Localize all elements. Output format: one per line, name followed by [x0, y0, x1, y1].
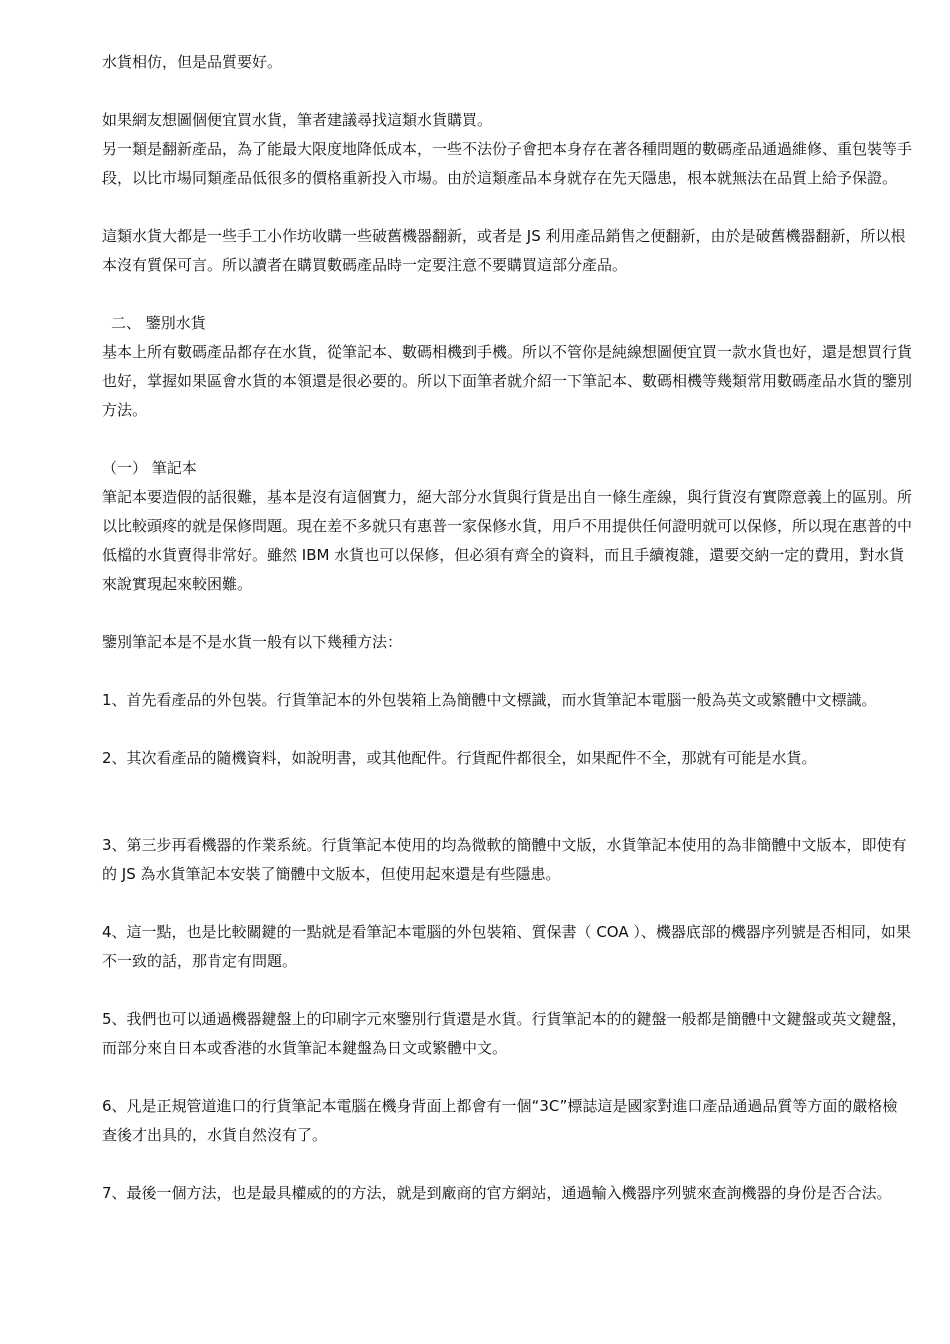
section-heading-identify: 二、 鑒別水貨 — [111, 314, 206, 332]
spacer — [102, 280, 912, 309]
paragraph-notebook: 筆記本要造假的話很難，基本是沒有這個實力，絕大部分水貨與行貨是出自一條生產線，與行貨沒有實際意義上的區別。所以比較頭疼的就是保修問題。現在差不多就只有惠普一家保修水貨，用戶不用提供任何證明就可以保修，所以現在惠普的中低檔的水貨賣得非常好。雖然 IBM 水貨也可以保修，但必須有齊全的資料，而且手續複雜，還要交納一定的費用，對水貨來說實現起來較困難。 — [102, 488, 913, 593]
list-item-method-7: 7、最後一個方法，也是最具權威的的方法，就是到廠商的官方網站，通過輸入機器序列號來查詢機器的身份是否合法。 — [102, 1184, 892, 1202]
document-body — [102, 48, 912, 1208]
subsection-heading-notebook: （一） 筆記本 — [102, 459, 197, 477]
spacer — [102, 773, 912, 831]
spacer — [102, 425, 912, 454]
paragraph-refurbished: 另一類是翻新產品，為了能最大限度地降低成本，一些不法份子會把本身存在著各種問題的數碼產品通過維修、重包裝等手段，以比市場同類產品低很多的價格重新投入市場。由於這類產品本身就存在先天隱患，根本就無法在品質上給予保證。 — [102, 140, 913, 187]
spacer — [102, 889, 912, 918]
spacer — [102, 715, 912, 744]
list-item-method-2: 2、其次看產品的隨機資料，如說明書，或其他配件。行貨配件都很全，如果配件不全，那就有可能是水貨。 — [102, 749, 817, 767]
spacer — [102, 1150, 912, 1179]
spacer — [102, 599, 912, 628]
paragraph-refurbished-detail: 這類水貨大都是一些手工小作坊收購一些破舊機器翻新，或者是 JS 利用產品銷售之便翻新，由於是破舊機器翻新，所以根本沒有質保可言。所以讀者在購買數碼產品時一定要注意不要購買這部分產品。 — [102, 227, 906, 274]
paragraph-methods-intro: 鑒別筆記本是不是水貨一般有以下幾種方法： — [102, 633, 403, 651]
spacer — [102, 193, 912, 222]
spacer — [102, 77, 912, 106]
spacer — [102, 976, 912, 1005]
spacer — [102, 657, 912, 686]
paragraph-buy-advice: 如果網友想圖個便宜買水貨，筆者建議尋找這類水貨購買。 — [102, 111, 493, 129]
paragraph-identify-intro: 基本上所有數碼產品都存在水貨，從筆記本、數碼相機到手機。所以不管你是純線想圖便宜買一款水貨也好，還是想買行貨也好，掌握如果區會水貨的本領還是很必要的。所以下面筆者就介紹一下筆記本、數碼相機等幾類常用數碼產品水貨的鑒別方法。 — [102, 343, 913, 419]
spacer — [102, 1063, 912, 1092]
list-item-method-6: 6、凡是正規管道進口的行貨筆記本電腦在機身背面上都會有一個“3C”標誌這是國家對進口產品通過品質等方面的嚴格檢查後才出具的，水貨自然沒有了。 — [102, 1097, 898, 1144]
paragraph-intro: 水貨相仿，但是品質要好。 — [102, 53, 283, 71]
list-item-method-1: 1、首先看產品的外包裝。行貨筆記本的外包裝箱上為簡體中文標識，而水貨筆記本電腦一般為英文或繁體中文標識。 — [102, 691, 877, 709]
list-item-method-4: 4、這一點，也是比較關鍵的一點就是看筆記本電腦的外包裝箱、質保書（ COA ）、機器底部的機器序列號是否相同，如果不一致的話，那肯定有問題。 — [102, 923, 911, 970]
list-item-method-3: 3、第三步再看機器的作業系統。行貨筆記本使用的均為微軟的簡體中文版，水貨筆記本使用的為非簡體中文版本，即使有的 JS 為水貨筆記本安裝了簡體中文版本，但使用起來還是有些隱患。 — [102, 836, 907, 883]
list-item-method-5: 5、我們也可以通過機器鍵盤上的印刷字元來鑒別行貨還是水貨。行貨筆記本的的鍵盤一般都是簡體中文鍵盤或英文鍵盤，而部分來自日本或香港的水貨筆記本鍵盤為日文或繁體中文。 — [102, 1010, 907, 1057]
